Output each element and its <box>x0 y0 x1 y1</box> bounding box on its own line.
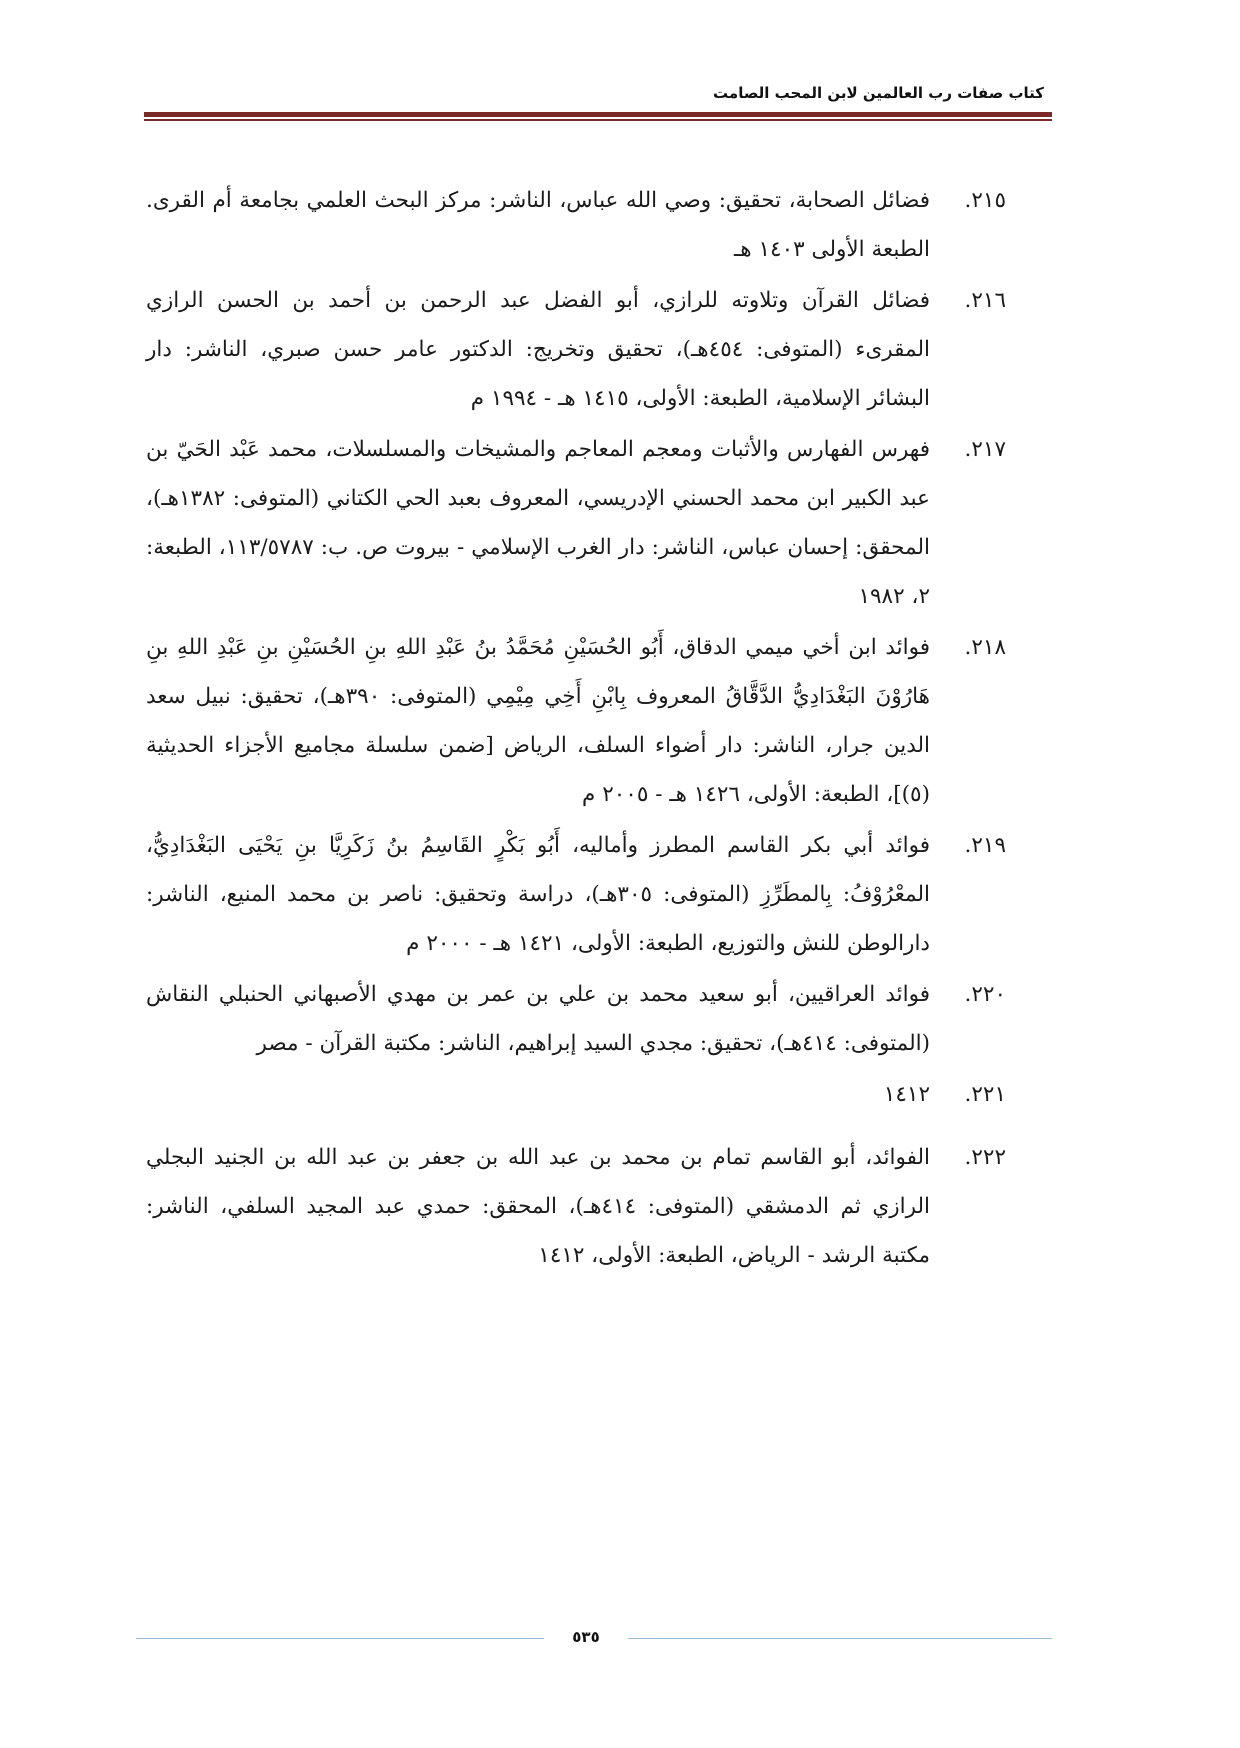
header-rule-thin <box>144 119 1052 121</box>
entry-number: ٢١٨. <box>964 635 1006 660</box>
bibliography-entry <box>146 1133 1006 1280</box>
running-header-title: كتاب صفات رب العالمين لابن المحب الصامت <box>713 84 1044 102</box>
bibliography-entry <box>146 623 1006 819</box>
footer-rule-left <box>136 1638 544 1639</box>
header-rule-thick <box>144 112 1052 117</box>
bibliography-entry <box>146 425 1006 621</box>
entry-number: ٢١٧. <box>964 437 1006 462</box>
entry-text: فضائل الصحابة، تحقيق: وصي الله عباس، الناشر: مركز البحث العلمي بجامعة أم القرى. الطبعة الأولى ١٤٠٣ هـ <box>146 188 930 262</box>
bibliography-entry <box>146 1070 1006 1119</box>
bibliography-list <box>146 176 1006 1280</box>
entry-number: ٢٢٠. <box>964 982 1006 1007</box>
entry-number: ٢١٥. <box>964 188 1006 213</box>
entry-number: ٢١٦. <box>964 288 1006 313</box>
entry-text: ١٤١٢ <box>883 1082 930 1107</box>
footer-rule-right <box>628 1638 1052 1639</box>
page-number: ٥٣٥ <box>572 1628 600 1646</box>
entry-text: فوائد أبي بكر القاسم المطرز وأماليه، أَبُو بَكْرٍ القَاسِمُ بنُ زَكَرِيَّا بنِ يَحْيَى البَغْدَادِيُّ، المعْرُوْفُ: بِالمطَرِّزِ (المتوفى: ٣٠٥هـ)، دراسة وتحقيق: ناصر بن محمد المنيع، الناشر: دارالوطن للنش والتوزيع، الطبعة: الأولى، ١٤٢١ هـ - ٢٠٠٠ م <box>146 833 930 956</box>
entry-text: فهرس الفهارس والأثبات ومعجم المعاجم والمشيخات والمسلسلات، محمد عَبْد الحَيّ بن عبد الكبير ابن محمد الحسني الإدريسي، المعروف بعبد الحي الكتاني (المتوفى: ١٣٨٢هـ)، المحقق: إحسان عباس، الناشر: دار الغرب الإسلامي - بيروت ص. ب: ١١٣/٥٧٨٧، الطبعة: ٢، ١٩٨٢ <box>146 437 930 609</box>
entry-number: ٢١٩. <box>964 833 1006 858</box>
entry-text: فضائل القرآن وتلاوته للرازي، أبو الفضل عبد الرحمن بن أحمد بن الحسن الرازي المقرىء (المتوفى: ٤٥٤هـ)، تحقيق وتخريج: الدكتور عامر حسن صبري، الناشر: دار البشائر الإسلامية، الطبعة: الأولى، ١٤١٥ هـ - ١٩٩٤ م <box>146 288 930 411</box>
entry-number: ٢٢١. <box>964 1082 1006 1107</box>
bibliography-entry <box>146 176 1006 274</box>
bibliography-entry <box>146 276 1006 423</box>
entry-text: فوائد ابن أخي ميمي الدقاق، أَبُو الحُسَيْنِ مُحَمَّدُ بنُ عَبْدِ اللهِ بنِ الحُسَيْنِ بنِ عَبْدِ اللهِ بنِ هَارُوْنَ البَغْدَادِيُّ الدَّقَّاقُ المعروف بِابْنِ أَخِي مِيْمِي (المتوفى: ٣٩٠هـ)، تحقيق: نبيل سعد الدين جرار، الناشر: دار أضواء السلف، الرياض [ضمن سلسلة مجاميع الأجزاء الحديثية (٥)]، الطبعة: الأولى، ١٤٢٦ هـ - ٢٠٠٥ م <box>146 635 930 807</box>
entry-text: فوائد العراقيين، أبو سعيد محمد بن علي بن عمر بن مهدي الأصبهاني الحنبلي النقاش (المتوفى: ٤١٤هـ)، تحقيق: مجدي السيد إبراهيم، الناشر: مكتبة القرآن - مصر <box>146 982 930 1056</box>
bibliography-entry <box>146 821 1006 968</box>
entry-number: ٢٢٢. <box>964 1145 1006 1170</box>
bibliography-entry <box>146 970 1006 1068</box>
entry-text: الفوائد، أبو القاسم تمام بن محمد بن عبد الله بن جعفر بن عبد الله بن الجنيد البجلي الرازي ثم الدمشقي (المتوفى: ٤١٤هـ)، المحقق: حمدي عبد المجيد السلفي، الناشر: مكتبة الرشد - الرياض، الطبعة: الأولى، ١٤١٢ <box>146 1145 930 1268</box>
